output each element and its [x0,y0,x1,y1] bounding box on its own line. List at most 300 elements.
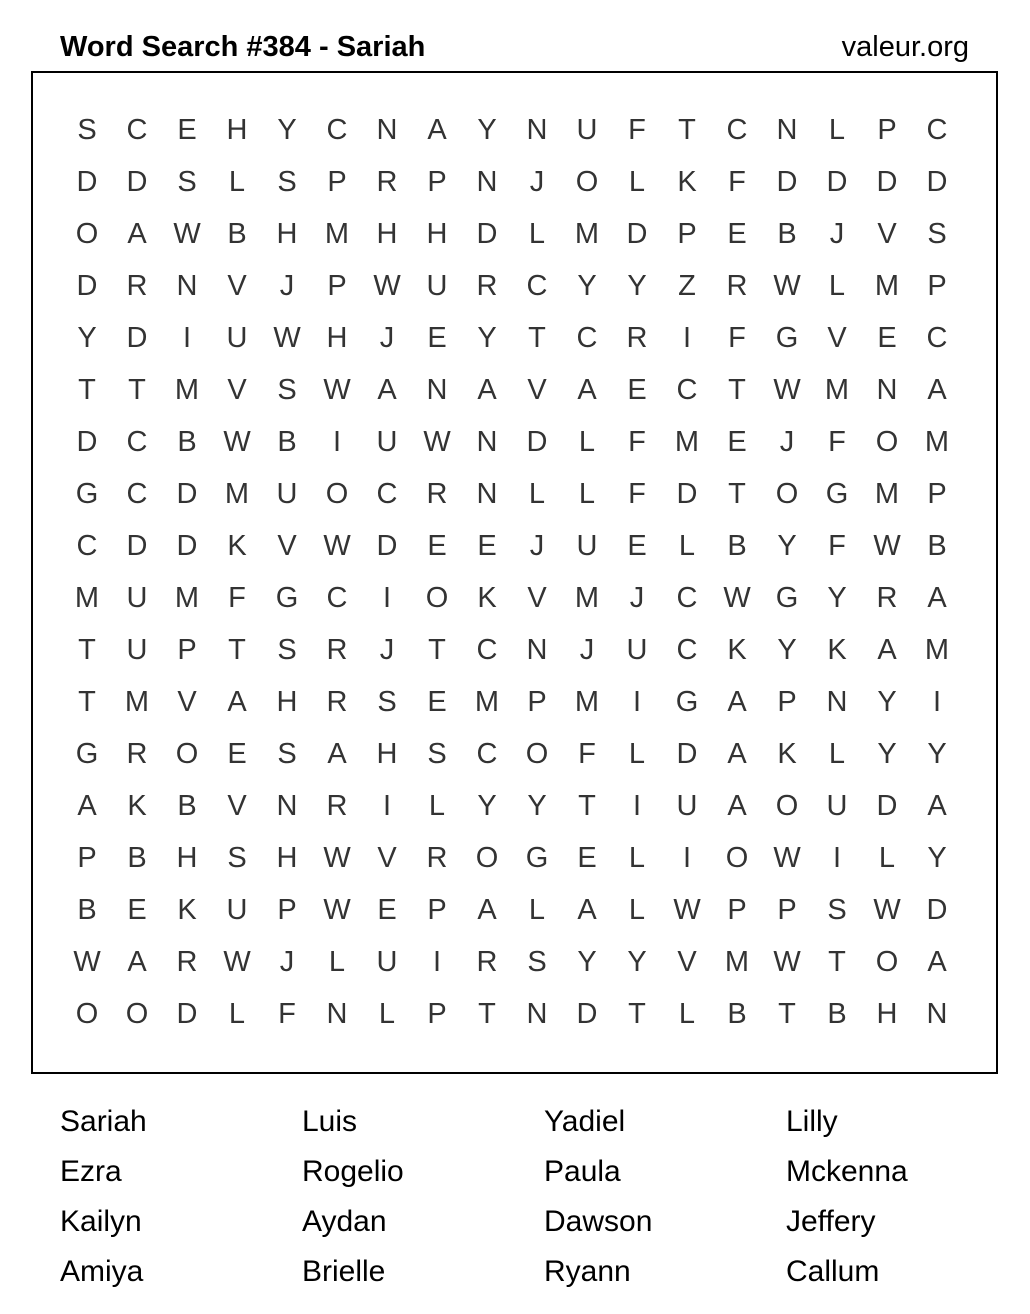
grid-cell: I [932,685,942,718]
grid-cell: Y [577,269,597,302]
grid-cell: G [75,477,99,510]
grid-cell: R [426,477,448,510]
grid-cell: P [727,893,747,926]
grid-cell: P [777,893,797,926]
grid-cell: M [674,425,700,458]
grid-cell: R [126,269,148,302]
grid-cell: I [332,425,342,458]
grid-cell: U [276,477,298,510]
grid-cell: B [177,425,197,458]
grid-cell: Y [877,737,897,770]
grid-cell: E [427,529,447,562]
grid-cell: W [673,893,701,926]
grid-cell: M [324,217,350,250]
grid-cell: W [73,945,101,978]
grid-cell: P [527,685,547,718]
grid-cell: U [426,269,448,302]
word-list-item: Mckenna [786,1155,908,1188]
grid-cell: D [76,425,98,458]
grid-cell: E [127,893,147,926]
grid-cell: F [828,529,846,562]
grid-cell: P [777,685,797,718]
grid-cell: A [427,113,447,146]
grid-cell: B [727,997,747,1030]
grid-cell: C [526,269,548,302]
grid-cell: W [773,269,801,302]
grid-cell: G [675,685,699,718]
grid-cell: E [427,321,447,354]
grid-cell: M [924,425,950,458]
grid-cell: F [628,477,646,510]
grid-cell: W [323,373,351,406]
grid-cell: K [477,581,497,614]
letter-grid [62,104,962,1040]
grid-cell: O [75,217,99,250]
grid-cell: Y [927,737,947,770]
grid-cell: F [728,321,746,354]
grid-cell: C [126,477,148,510]
grid-cell: A [727,789,747,822]
grid-cell: W [323,529,351,562]
grid-cell: O [875,945,899,978]
grid-cell: C [676,373,698,406]
grid-cell: F [628,425,646,458]
grid-cell: B [227,217,247,250]
grid-cell: A [877,633,897,666]
grid-cell: V [277,529,297,562]
grid-cell: V [227,269,247,302]
grid-cell: D [776,165,798,198]
grid-cell: M [174,373,200,406]
grid-cell: R [476,945,498,978]
grid-cell: N [476,425,498,458]
grid-cell: U [826,789,848,822]
grid-cell: V [677,945,697,978]
grid-cell: N [826,685,848,718]
grid-cell: V [877,217,897,250]
grid-cell: R [126,737,148,770]
grid-cell: W [423,425,451,458]
grid-cell: U [676,789,698,822]
grid-cell: T [478,997,496,1030]
grid-cell: I [632,789,642,822]
grid-cell: J [829,217,845,250]
grid-cell: T [628,997,646,1030]
grid-cell: D [826,165,848,198]
grid-cell: F [278,997,296,1030]
grid-cell: V [527,581,547,614]
grid-cell: I [182,321,192,354]
grid-cell: K [177,893,197,926]
grid-cell: R [626,321,648,354]
grid-cell: C [726,113,748,146]
grid-cell: M [174,581,200,614]
grid-cell: N [876,373,898,406]
grid-cell: P [427,893,447,926]
grid-cell: I [832,841,842,874]
grid-cell: P [277,893,297,926]
grid-cell: V [177,685,197,718]
grid-cell: B [727,529,747,562]
grid-cell: M [874,477,900,510]
grid-cell: H [376,737,398,770]
grid-cell: D [526,425,548,458]
grid-cell: R [426,841,448,874]
grid-cell: W [873,529,901,562]
word-list-item: Sariah [60,1105,147,1138]
grid-cell: G [775,321,799,354]
grid-cell: J [629,581,645,614]
grid-cell: T [828,945,846,978]
grid-cell: M [924,633,950,666]
grid-cell: A [227,685,247,718]
grid-cell: T [728,373,746,406]
grid-cell: V [527,373,547,406]
grid-cell: O [425,581,449,614]
grid-cell: S [277,373,297,406]
grid-cell: J [779,425,795,458]
grid-cell: L [678,997,696,1030]
grid-cell: S [177,165,197,198]
grid-cell: D [176,529,198,562]
grid-cell: C [126,113,148,146]
grid-cell: W [323,841,351,874]
grid-cell: B [177,789,197,822]
puzzle-board [31,71,998,1074]
grid-cell: R [876,581,898,614]
grid-cell: O [725,841,749,874]
grid-cell: G [825,477,849,510]
word-list-item: Jeffery [786,1205,876,1238]
grid-cell: H [176,841,198,874]
grid-cell: S [927,217,947,250]
grid-cell: F [228,581,246,614]
grid-cell: D [926,165,948,198]
grid-cell: S [377,685,397,718]
grid-cell: A [577,373,597,406]
grid-cell: K [827,633,847,666]
grid-cell: C [926,113,948,146]
grid-cell: L [628,893,646,926]
grid-cell: R [176,945,198,978]
grid-cell: R [476,269,498,302]
grid-cell: Y [477,113,497,146]
word-list-item: Ezra [60,1155,122,1188]
grid-cell: F [728,165,746,198]
grid-cell: W [173,217,201,250]
grid-cell: U [376,945,398,978]
word-list [60,1097,1028,1297]
grid-cell: O [475,841,499,874]
grid-cell: D [476,217,498,250]
word-list-item: Rogelio [302,1155,404,1188]
grid-cell: Y [527,789,547,822]
grid-cell: G [775,581,799,614]
grid-cell: W [223,945,251,978]
grid-cell: T [78,373,96,406]
grid-cell: J [379,321,395,354]
grid-cell: A [927,789,947,822]
grid-cell: N [276,789,298,822]
grid-cell: I [432,945,442,978]
grid-cell: N [476,477,498,510]
grid-cell: J [579,633,595,666]
grid-cell: C [576,321,598,354]
grid-cell: C [326,581,348,614]
grid-cell: C [76,529,98,562]
grid-cell: P [927,477,947,510]
grid-cell: L [628,841,646,874]
grid-cell: T [428,633,446,666]
grid-cell: K [677,165,697,198]
grid-cell: L [678,529,696,562]
grid-cell: N [526,633,548,666]
grid-cell: D [626,217,648,250]
grid-cell: D [176,997,198,1030]
grid-cell: T [528,321,546,354]
grid-cell: L [228,165,246,198]
grid-cell: P [427,165,447,198]
grid-cell: W [273,321,301,354]
grid-cell: U [576,529,598,562]
grid-cell: K [127,789,147,822]
grid-cell: A [127,945,147,978]
grid-cell: T [228,633,246,666]
grid-cell: J [529,529,545,562]
grid-cell: D [676,477,698,510]
grid-cell: M [874,269,900,302]
grid-cell: M [74,581,100,614]
grid-cell: E [177,113,197,146]
grid-cell: S [277,737,297,770]
grid-cell: A [727,737,747,770]
grid-cell: L [328,945,346,978]
grid-cell: E [727,217,747,250]
grid-cell: B [777,217,797,250]
grid-cell: N [326,997,348,1030]
grid-cell: V [227,789,247,822]
grid-cell: T [78,633,96,666]
grid-cell: B [277,425,297,458]
grid-cell: T [578,789,596,822]
grid-cell: L [528,477,546,510]
grid-cell: R [326,789,348,822]
grid-cell: P [677,217,697,250]
grid-cell: L [378,997,396,1030]
grid-cell: D [126,529,148,562]
grid-cell: W [773,841,801,874]
grid-cell: B [927,529,947,562]
grid-cell: U [576,113,598,146]
grid-cell: T [678,113,696,146]
grid-cell: L [628,165,646,198]
puzzle-title: Word Search #384 - Sariah [60,31,426,63]
grid-cell: N [476,165,498,198]
word-list-item: Luis [302,1105,358,1138]
grid-cell: L [578,425,596,458]
grid-cell: K [227,529,247,562]
grid-cell: H [326,321,348,354]
grid-cell: I [632,685,642,718]
word-list-item: Kailyn [60,1205,142,1238]
grid-cell: C [376,477,398,510]
grid-cell: M [574,217,600,250]
grid-cell: U [126,633,148,666]
grid-cell: E [227,737,247,770]
word-list-item: Brielle [302,1255,386,1288]
grid-cell: L [528,893,546,926]
grid-cell: O [875,425,899,458]
grid-cell: N [926,997,948,1030]
grid-cell: R [376,165,398,198]
grid-cell: D [876,165,898,198]
grid-cell: T [128,373,146,406]
word-list-item: Ryann [544,1255,631,1288]
grid-cell: C [476,633,498,666]
grid-cell: V [377,841,397,874]
grid-cell: Y [477,789,497,822]
grid-cell: H [276,217,298,250]
grid-cell: L [828,737,846,770]
grid-cell: D [126,321,148,354]
grid-cell: Z [678,269,696,302]
grid-cell: E [627,373,647,406]
grid-cell: P [327,269,347,302]
grid-cell: D [876,789,898,822]
grid-cell: L [578,477,596,510]
grid-cell: D [576,997,598,1030]
grid-cell: U [126,581,148,614]
grid-cell: Y [777,633,797,666]
grid-cell: K [777,737,797,770]
grid-cell: O [325,477,349,510]
grid-cell: N [526,997,548,1030]
grid-cell: W [773,373,801,406]
grid-cell: W [223,425,251,458]
grid-cell: H [426,217,448,250]
grid-cell: H [876,997,898,1030]
grid-cell: A [927,373,947,406]
grid-cell: G [75,737,99,770]
grid-cell: I [682,841,692,874]
grid-cell: R [726,269,748,302]
grid-cell: A [477,893,497,926]
grid-cell: C [126,425,148,458]
grid-cell: Y [927,841,947,874]
grid-cell: N [176,269,198,302]
grid-cell: I [382,581,392,614]
grid-cell: Y [77,321,97,354]
grid-cell: E [377,893,397,926]
grid-cell: G [275,581,299,614]
grid-cell: A [927,581,947,614]
grid-cell: A [577,893,597,926]
grid-cell: N [526,113,548,146]
grid-cell: W [323,893,351,926]
grid-cell: A [127,217,147,250]
grid-cell: D [126,165,148,198]
grid-cell: A [927,945,947,978]
grid-cell: K [727,633,747,666]
grid-cell: S [277,633,297,666]
grid-cell: J [529,165,545,198]
grid-cell: C [326,113,348,146]
grid-cell: A [727,685,747,718]
grid-cell: W [373,269,401,302]
grid-cell: U [626,633,648,666]
word-list-item: Aydan [302,1205,387,1238]
grid-cell: L [228,997,246,1030]
grid-cell: U [226,893,248,926]
grid-cell: O [775,477,799,510]
grid-cell: C [676,633,698,666]
word-list-item: Amiya [60,1255,144,1288]
grid-cell: F [828,425,846,458]
grid-cell: F [578,737,596,770]
site-name: valeur.org [841,31,969,63]
grid-cell: Y [477,321,497,354]
grid-cell: M [724,945,750,978]
grid-cell: N [776,113,798,146]
grid-cell: W [873,893,901,926]
grid-cell: W [773,945,801,978]
grid-cell: A [477,373,497,406]
grid-cell: L [828,269,846,302]
grid-cell: T [728,477,746,510]
grid-cell: L [828,113,846,146]
grid-cell: V [227,373,247,406]
grid-cell: Y [577,945,597,978]
grid-cell: D [76,165,98,198]
grid-cell: S [527,945,547,978]
grid-cell: Y [877,685,897,718]
grid-cell: H [276,841,298,874]
grid-cell: B [127,841,147,874]
grid-cell: O [525,737,549,770]
grid-cell: J [279,945,295,978]
grid-cell: I [382,789,392,822]
grid-cell: L [528,217,546,250]
grid-cell: N [426,373,448,406]
grid-cell: M [224,477,250,510]
grid-cell: O [75,997,99,1030]
word-list-item: Yadiel [544,1105,626,1138]
grid-cell: L [428,789,446,822]
grid-cell: P [327,165,347,198]
grid-cell: E [427,685,447,718]
grid-cell: D [926,893,948,926]
grid-cell: A [327,737,347,770]
grid-cell: R [326,685,348,718]
grid-cell: E [727,425,747,458]
grid-cell: M [824,373,850,406]
grid-cell: H [376,217,398,250]
grid-cell: P [77,841,97,874]
grid-cell: C [926,321,948,354]
grid-cell: B [77,893,97,926]
grid-cell: C [476,737,498,770]
grid-cell: Y [277,113,297,146]
grid-cell: M [124,685,150,718]
grid-cell: O [175,737,199,770]
word-list-item: Paula [544,1155,621,1188]
grid-cell: G [525,841,549,874]
grid-cell: S [227,841,247,874]
grid-cell: E [477,529,497,562]
grid-cell: T [778,997,796,1030]
grid-cell: D [76,269,98,302]
grid-cell: H [226,113,248,146]
